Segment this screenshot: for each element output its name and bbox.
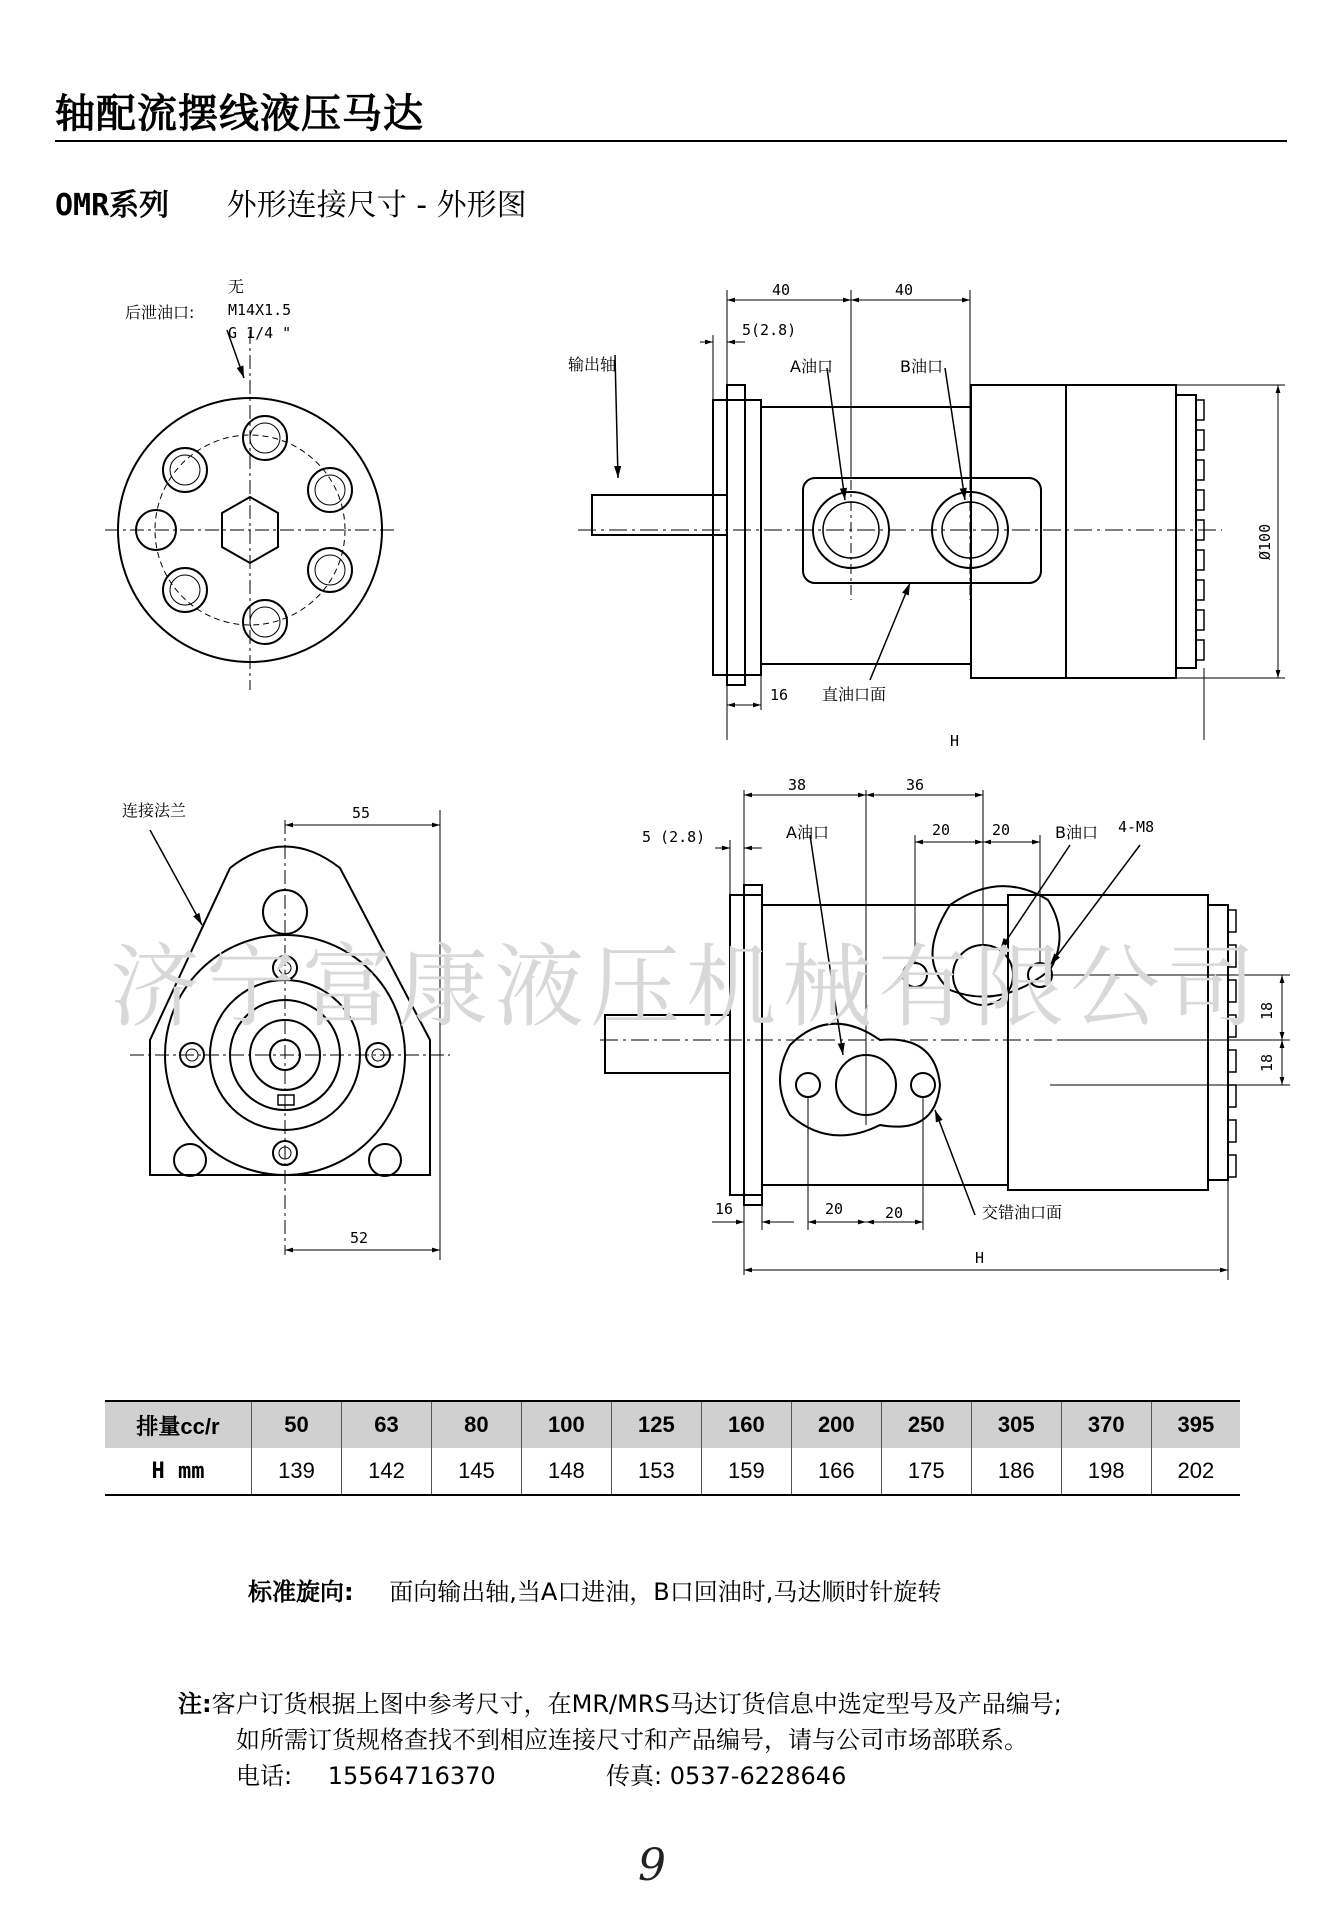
height-cell: 202 (1151, 1448, 1240, 1495)
displacement-cell: 200 (791, 1401, 881, 1448)
displacement-cell: 250 (881, 1401, 971, 1448)
dim-18b: 18 (1258, 1053, 1276, 1072)
dim-5-bottom: 5 (2.8) (642, 828, 706, 846)
thread-label: 4-M8 (1118, 818, 1155, 836)
height-cell: 186 (971, 1448, 1061, 1495)
drain-spec-metric: M14X1.5 (228, 301, 292, 319)
notes-line-2: 如所需订货规格查找不到相应连接尺寸和产品编号，请与公司市场部联系。 (236, 1726, 1028, 1754)
height-cell: 153 (611, 1448, 701, 1495)
phone-number: 15564716370 (327, 1762, 496, 1790)
height-row (105, 1448, 1240, 1495)
height-cell: 166 (791, 1448, 881, 1495)
displacement-cell: 395 (1151, 1401, 1240, 1448)
notes-label: 注: (178, 1690, 212, 1718)
height-cell: 159 (701, 1448, 791, 1495)
displacement-cell: 50 (252, 1401, 342, 1448)
dim-20d: 20 (885, 1204, 904, 1222)
page-title: 轴配流摆线液压马达 (55, 91, 424, 137)
spec-table (105, 1400, 1240, 1496)
drain-port-label: 后泄油口: (125, 303, 195, 322)
rotation-note (248, 1572, 941, 1607)
displacement-cell: 125 (611, 1401, 701, 1448)
watermark: 济宁富康液压机械有限公司 (110, 935, 1262, 1040)
height-cell: 139 (252, 1448, 342, 1495)
height-cell: 148 (521, 1448, 611, 1495)
dim-16: 16 (770, 686, 789, 704)
diameter-label: Ø100 (1256, 523, 1274, 560)
dim-20a: 20 (932, 821, 951, 839)
output-shaft-label: 输出轴 (568, 355, 617, 374)
height-cell: 198 (1061, 1448, 1151, 1495)
phone-label: 电话: (236, 1762, 293, 1790)
displacement-cell: 305 (971, 1401, 1061, 1448)
dim-40b: 40 (895, 281, 914, 299)
page-number: 9 (638, 1840, 666, 1891)
dim-h-top: H (950, 732, 960, 750)
notes-line-1: 客户订货根据上图中参考尺寸，在MR/MRS马达订货信息中选定型号及产品编号; (211, 1690, 1062, 1718)
series-name: OMR系列 (55, 188, 170, 223)
end-view-drawing (105, 330, 395, 690)
dim-55: 55 (352, 804, 371, 822)
subtitle-text: 外形连接尺寸 - 外形图 (226, 188, 527, 223)
port-a-label-bottom: A油口 (786, 823, 829, 842)
dim-16-bottom: 16 (715, 1200, 734, 1218)
port-a-label: A油口 (790, 357, 833, 376)
displacement-label: 排量cc/r (105, 1401, 252, 1448)
rotation-label: 标准旋向: (248, 1578, 354, 1606)
displacement-cell: 80 (431, 1401, 521, 1448)
port-b-label: B油口 (900, 357, 943, 376)
drain-spec-none: 无 (228, 277, 245, 296)
height-cell: 142 (341, 1448, 431, 1495)
height-cell: 175 (881, 1448, 971, 1495)
dim-5: 5(2.8) (742, 321, 797, 339)
rotation-text: 面向输出轴,当A口进油，B口回油时,马达顺时针旋转 (389, 1578, 942, 1606)
dim-40a: 40 (772, 281, 791, 299)
fax-number: 0537-6228646 (669, 1762, 847, 1790)
staggered-port-face-label: 交错油口面 (982, 1203, 1063, 1222)
contact-line (178, 1758, 1062, 1794)
displacement-cell: 160 (701, 1401, 791, 1448)
port-b-label-bottom: B油口 (1055, 823, 1098, 842)
flange-label: 连接法兰 (122, 801, 187, 820)
dim-36: 36 (906, 776, 925, 794)
displacement-row (105, 1401, 1240, 1448)
dim-20c: 20 (825, 1200, 844, 1218)
dim-18a: 18 (1258, 1001, 1276, 1020)
dim-38: 38 (788, 776, 807, 794)
dim-h-bottom: H (975, 1249, 985, 1267)
straight-port-face-label: 直油口面 (822, 685, 887, 704)
displacement-cell: 100 (521, 1401, 611, 1448)
dim-20b: 20 (992, 821, 1011, 839)
fax-label: 传真: (605, 1762, 663, 1790)
dim-52: 52 (350, 1229, 369, 1247)
drain-spec-pipe: G 1/4 " (228, 324, 292, 342)
displacement-cell: 370 (1061, 1401, 1151, 1448)
height-label: H mm (105, 1448, 252, 1495)
order-notes (178, 1686, 1062, 1794)
height-cell: 145 (431, 1448, 521, 1495)
displacement-cell: 63 (341, 1401, 431, 1448)
